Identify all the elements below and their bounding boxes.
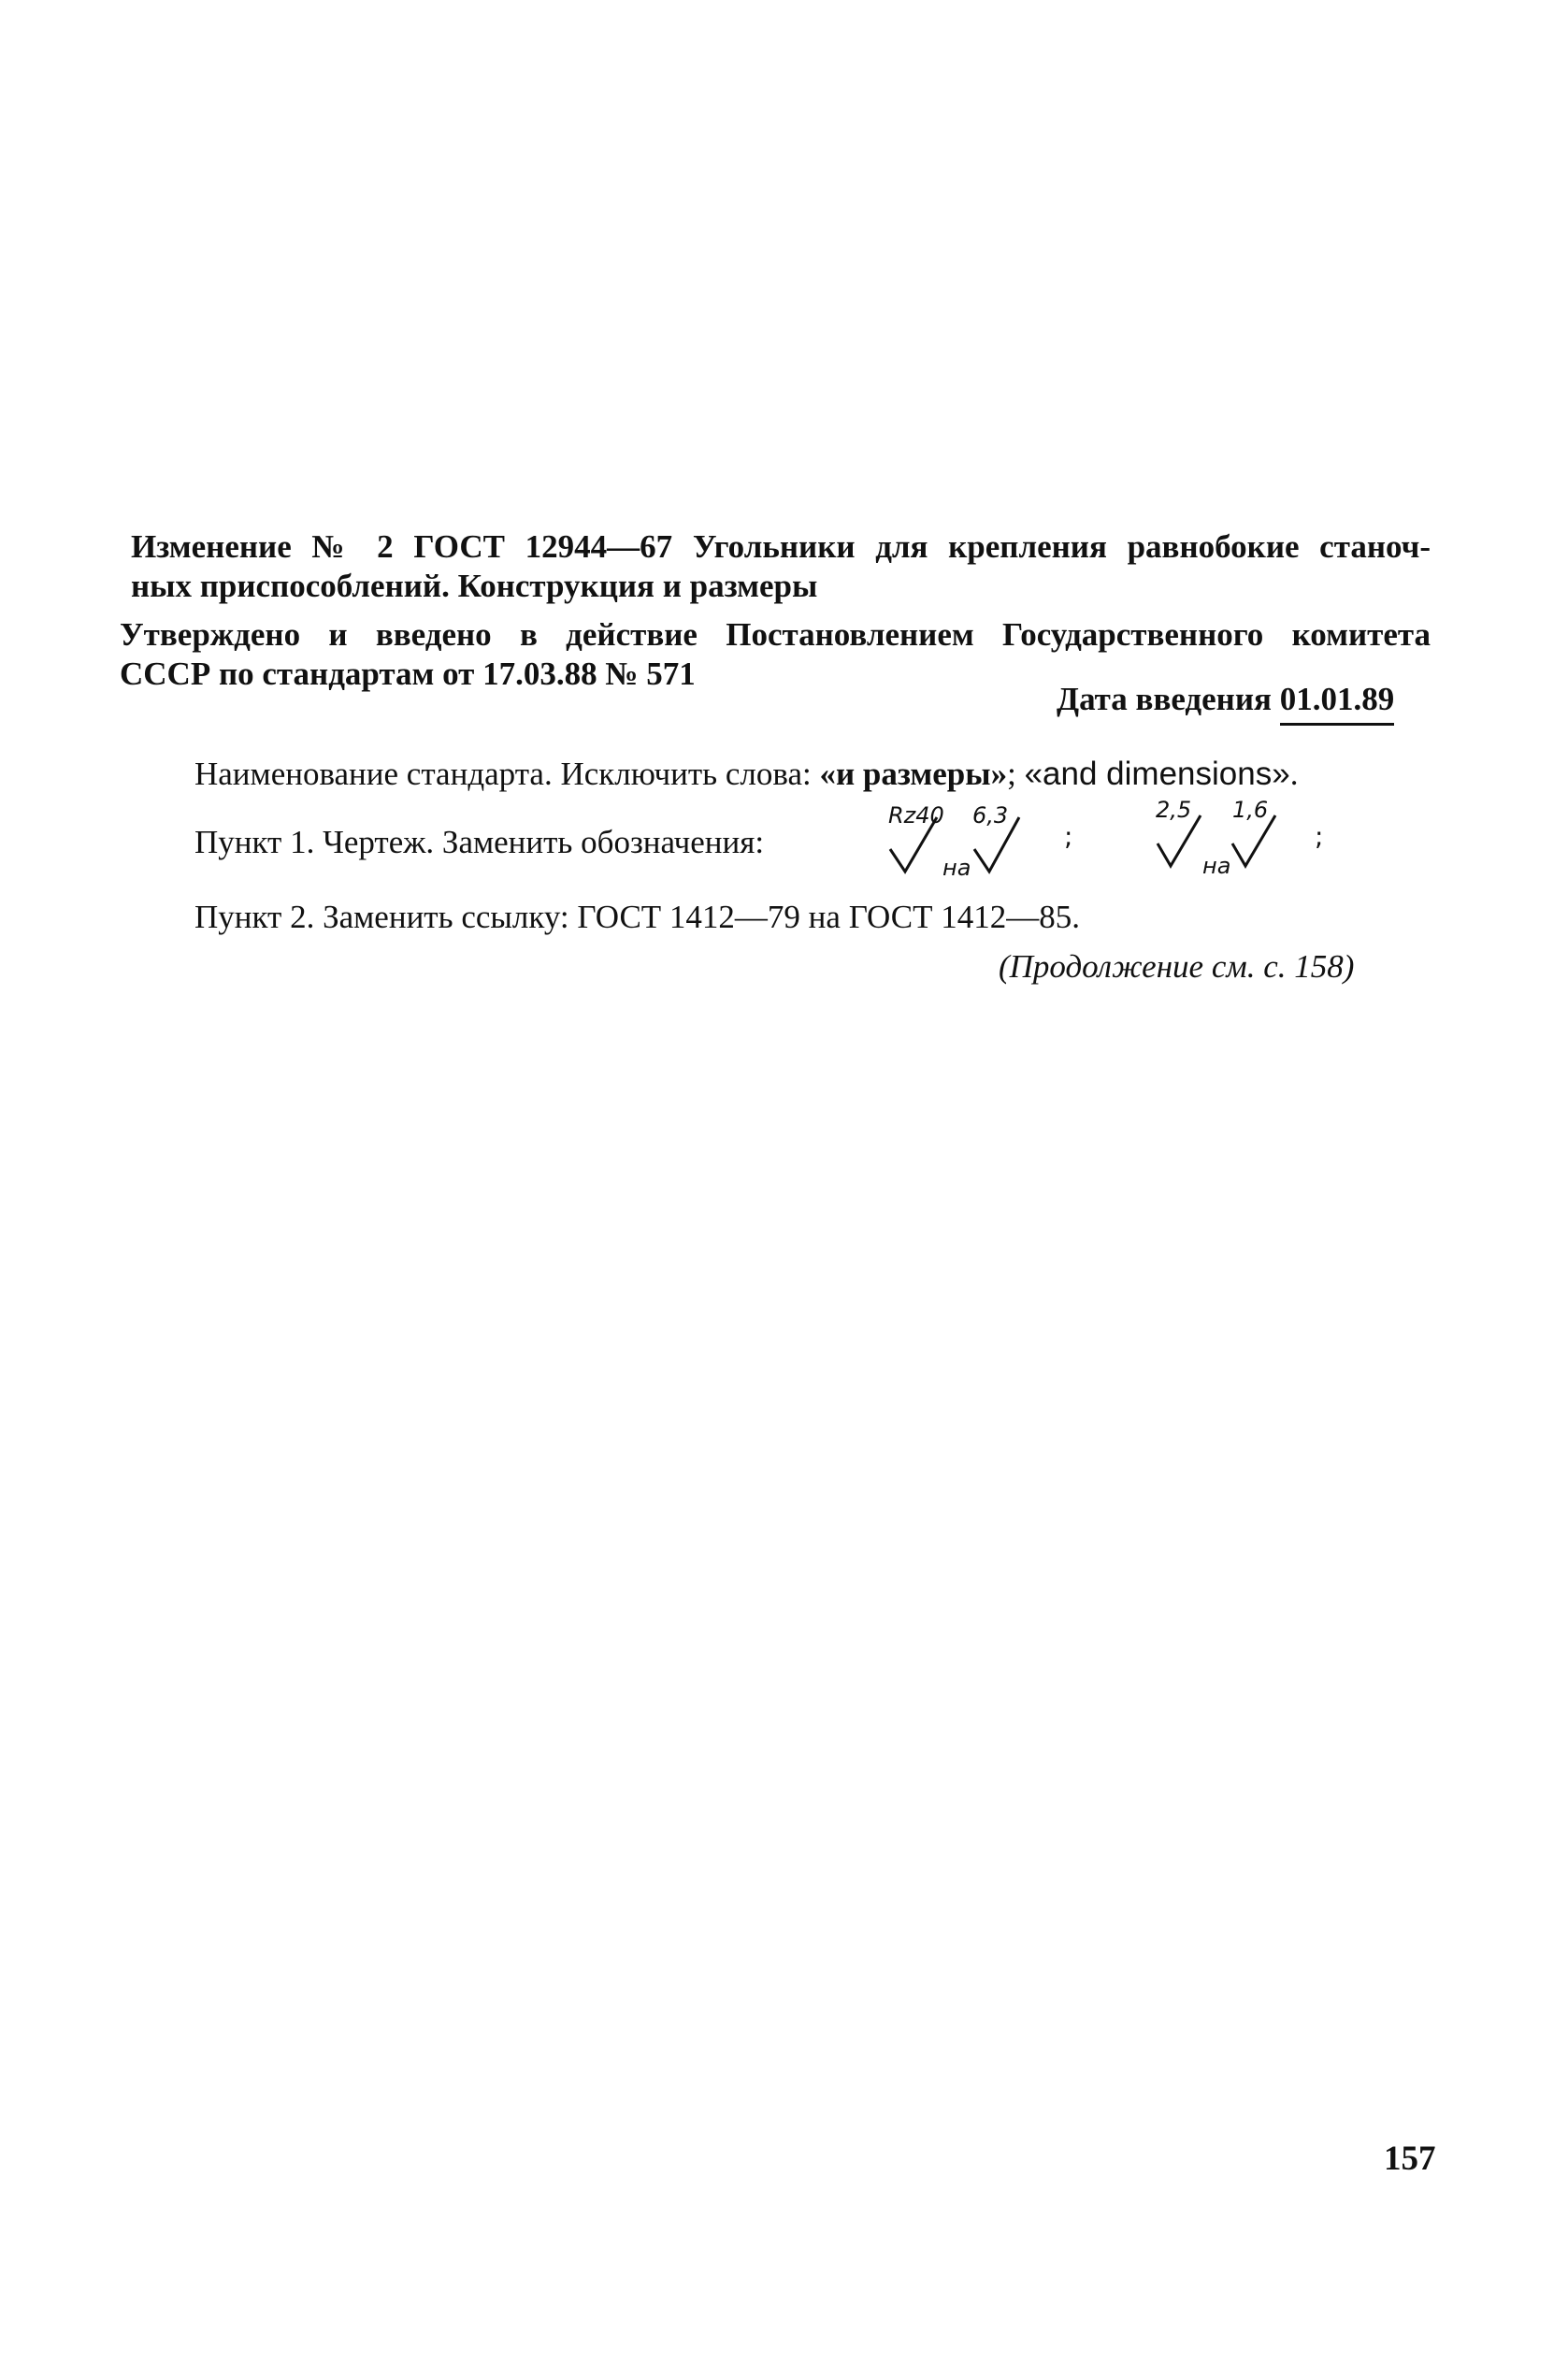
paragraph-item-2: Пункт 2. Заменить ссылку: ГОСТ 1412—79 на ГОСТ 1412—85. xyxy=(194,899,1080,935)
p1-separator: ; xyxy=(1007,756,1025,792)
symbol-semicolon-2: ; xyxy=(1315,821,1324,852)
symbol-rz40-label: Rz40 xyxy=(888,802,944,829)
paragraph-item-1 xyxy=(194,826,764,858)
symbol-na-2: на xyxy=(1202,853,1231,879)
symbol-semicolon-1: ; xyxy=(1064,821,1073,852)
p1-prefix: Наименование стандарта. Исключить слова: xyxy=(194,756,820,792)
amendment-title-line-1: Изменение № 2 ГОСТ 12944—67 Угольники для крепления равнобокие станоч- xyxy=(131,528,1431,565)
symbol-na-1: на xyxy=(942,855,971,881)
effective-date xyxy=(1057,683,1394,715)
p1-end: . xyxy=(1289,756,1299,792)
roughness-check-icon xyxy=(1158,815,1201,866)
symbol-6-3-label: 6,3 xyxy=(972,802,1009,829)
effective-date-value: 01.01.89 xyxy=(1280,681,1395,726)
paragraph-standard-name xyxy=(194,757,1298,790)
amendment-title-line-2: ных приспособлений. Конструкция и размеры xyxy=(131,568,818,604)
symbol-2-5-label: 2,5 xyxy=(1156,797,1192,823)
roughness-check-icon xyxy=(1232,815,1275,866)
approval-line-2: СССР по стандартам от 17.03.88 № 571 xyxy=(120,656,696,692)
roughness-symbols xyxy=(888,797,1337,881)
p2-prefix: Пункт 1. Чертеж. Заменить обозначения: xyxy=(194,824,765,860)
continuation-note: (Продолжение см. с. 158) xyxy=(999,948,1355,985)
page-number: 157 xyxy=(1384,2140,1436,2178)
effective-date-label: Дата введения xyxy=(1057,681,1272,717)
approval-line-1: Утверждено и введено в действие Постановлением Государственного комитета xyxy=(120,616,1431,653)
p1-quote-ru: «и размеры» xyxy=(819,756,1008,792)
symbol-1-6-label: 1,6 xyxy=(1232,797,1269,823)
p1-quote-en: «and dimensions» xyxy=(1024,756,1290,792)
